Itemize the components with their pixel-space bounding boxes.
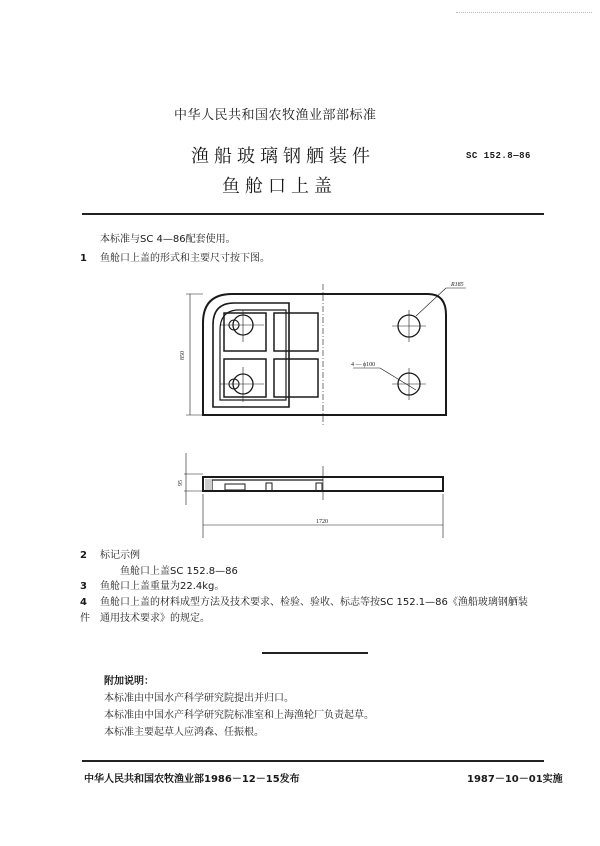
section-number: 3: [80, 581, 87, 592]
section-2: [80, 546, 140, 561]
section-number: 4: [80, 597, 87, 608]
marking-example: 鱼舱口上盖SC 152.8—86: [120, 566, 238, 577]
scan-artifact: [456, 12, 592, 14]
section-number: 2: [80, 550, 87, 561]
section-thickness-dimension: 95: [178, 480, 184, 486]
issue-date: 中华人民共和国农牧渔业部1986－12－15发布: [84, 774, 300, 785]
section-text: 标记示例: [100, 550, 140, 561]
overall-length-dimension: 1720: [316, 519, 328, 525]
header-divider: [82, 213, 544, 215]
plan-height-dimension: 850: [180, 351, 186, 360]
section-3: [80, 577, 224, 592]
notes-heading: 附加说明：: [104, 676, 154, 687]
note-line: 本标准由中国水产科学研究院提出并归口。: [104, 693, 294, 704]
section-number: 1: [80, 253, 87, 264]
footer-divider: [82, 760, 544, 762]
technical-drawing: [170, 270, 470, 560]
note-line: 本标准由中国水产科学研究院标准室和上海渔轮厂负责起草。: [104, 710, 374, 721]
section-4-continued: 件 通用技术要求》的规定。: [80, 613, 210, 624]
intro-text: 本标准与SC 4—86配套使用。: [100, 234, 236, 245]
section-1: [80, 249, 270, 264]
standard-code: SC 152.8—86: [466, 151, 531, 161]
section-text: 鱼舱口上盖的形式和主要尺寸按下图。: [100, 253, 270, 264]
effective-date: 1987－10－01实施: [467, 774, 563, 785]
section-text: 鱼舱口上盖重量为22.4kg。: [100, 581, 225, 592]
section-4: [80, 593, 528, 608]
document-title: 渔船玻璃钢舾装件: [191, 146, 375, 167]
ministry-standard-heading: 中华人民共和国农牧渔业部部标准: [174, 108, 377, 123]
note-line: 本标准主要起草人应鸿森、任振根。: [104, 727, 264, 738]
document-subtitle: 鱼舱口上盖: [222, 176, 337, 197]
section-text: 鱼舱口上盖的材料成型方法及技术要求、检验、验收、标志等按SC 152.1—86《渔船玻璃钢舾装: [100, 597, 528, 608]
corner-radius-label: R185: [451, 282, 464, 288]
section-divider: [262, 652, 368, 654]
holes-label: 4 — ϕ100: [351, 362, 376, 368]
